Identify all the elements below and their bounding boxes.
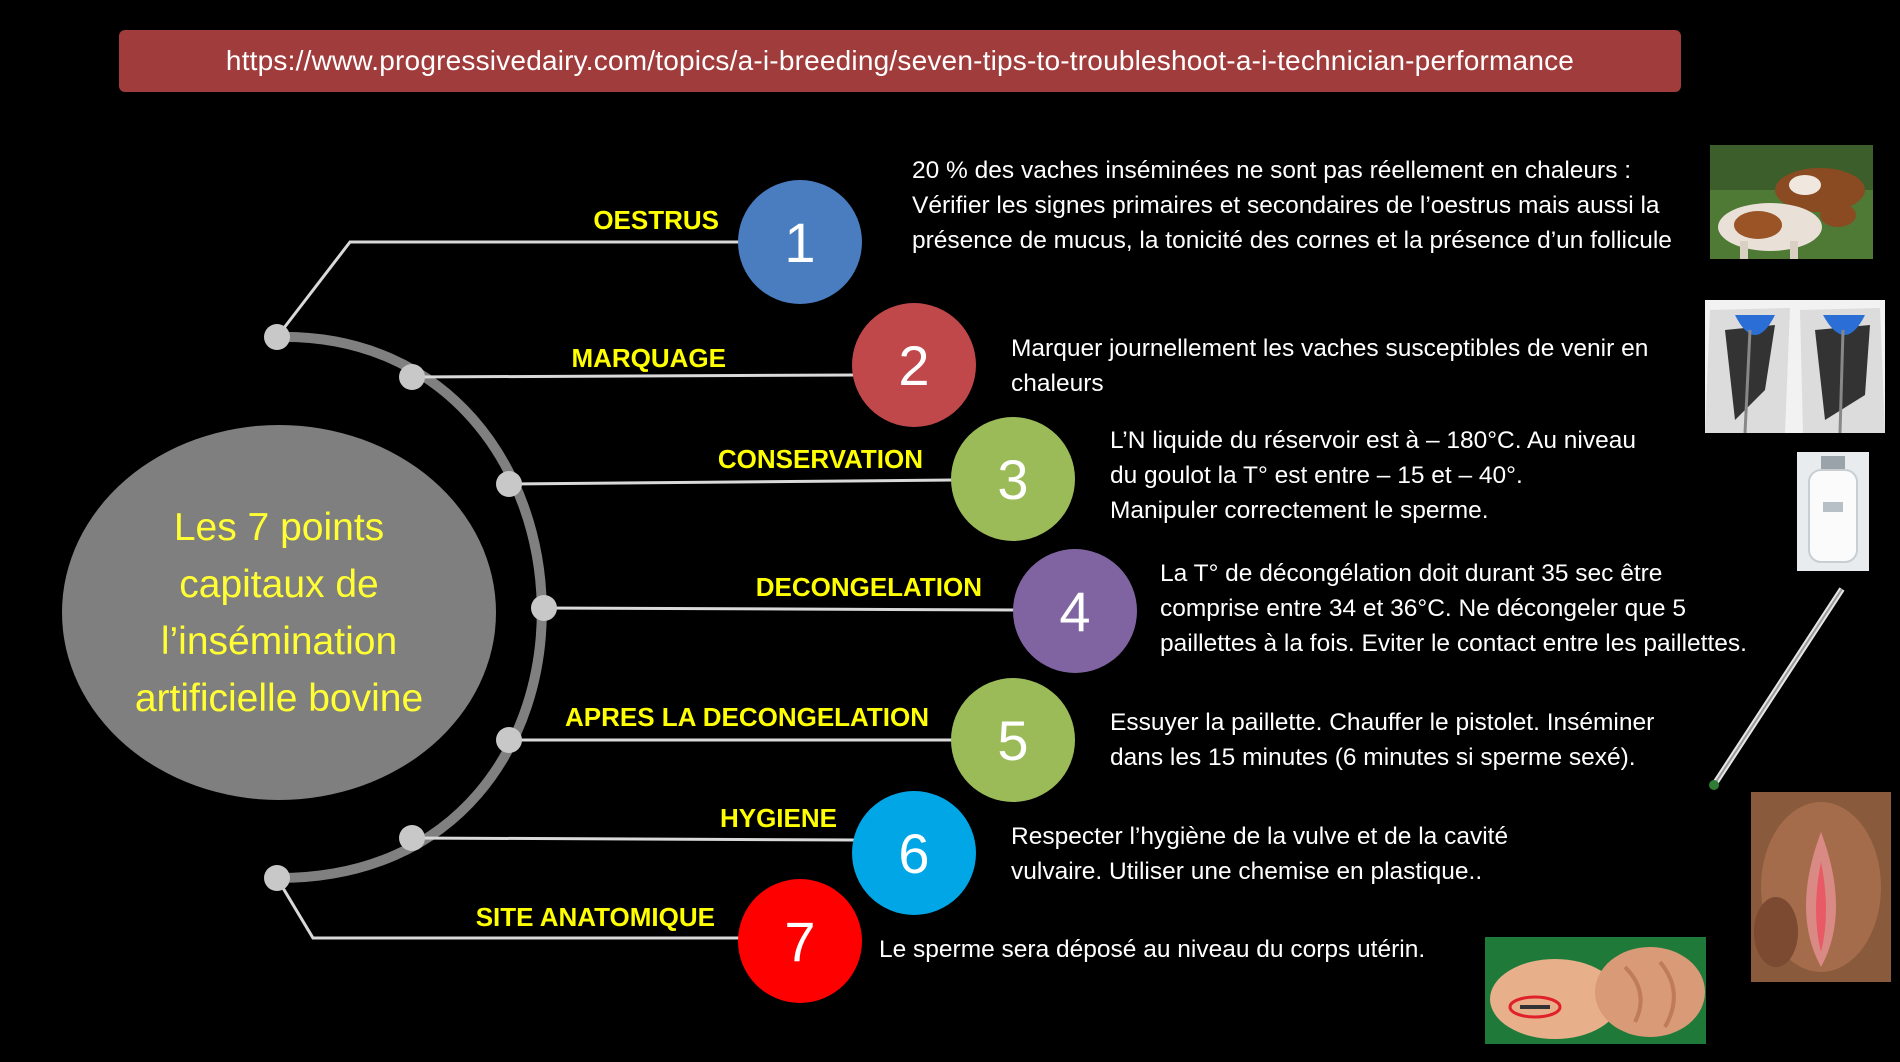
connector-line-4 (544, 608, 1015, 610)
step-circle-2 (852, 303, 976, 427)
desc-line: dans les 15 minutes (6 minutes si sperme sexé). (1110, 744, 1636, 771)
desc-line: vulvaire. Utiliser une chemise en plastique.. (1011, 858, 1483, 885)
desc-line: La T° de décongélation doit durant 35 sec être (1160, 560, 1663, 587)
dot-2 (399, 364, 425, 390)
step-number: 1 (784, 210, 816, 274)
desc-line: L’N liquide du réservoir est à – 180°C. Au niveau (1110, 427, 1636, 454)
dot-bottom (264, 865, 290, 891)
tail-chalk-photo (1705, 300, 1885, 433)
step-number: 6 (898, 821, 930, 885)
cow-mounting-photo (1710, 145, 1873, 259)
step-label-site-anatomique: SITE ANATOMIQUE (475, 902, 715, 932)
step-description-4 (1160, 556, 1747, 661)
center-title: Les 7 points capitaux de l’insémination artificielle bovine (134, 505, 424, 720)
step-description-7 (879, 932, 1425, 967)
center-circle (62, 425, 496, 800)
nitrogen-tank-photo (1797, 452, 1869, 571)
step-circle-6 (852, 791, 976, 915)
step-number: 4 (1059, 579, 1091, 643)
desc-line: Marquer journellement les vaches susceptibles de venir en (1011, 335, 1649, 362)
desc-line: Respecter l’hygiène de la vulve et de la cavité (1011, 823, 1509, 850)
connector-line-1 (277, 242, 740, 337)
step-label-oestrus: OESTRUS (593, 205, 719, 235)
step-label-marquage: MARQUAGE (571, 343, 726, 373)
step-number: 5 (997, 708, 1029, 772)
step-description-2 (1011, 331, 1648, 401)
vulva-photo (1751, 792, 1891, 982)
step-label-conservation: CONSERVATION (717, 444, 923, 474)
connector-line-2 (412, 375, 855, 377)
desc-line: paillettes à la fois. Eviter le contact entre les paillettes. (1160, 630, 1747, 657)
step-description-3 (1110, 423, 1636, 528)
step-label-apres-decongelation: APRES LA DECONGELATION (564, 702, 929, 732)
step-description-5 (1110, 705, 1654, 775)
desc-line: comprise entre 34 et 36°C. Ne décongeler que 5 (1160, 595, 1686, 622)
step-circle-4 (1013, 549, 1137, 673)
step-circle-1 (738, 180, 862, 304)
dot-6 (399, 825, 425, 851)
step-circle-3 (951, 417, 1075, 541)
desc-line: du goulot la T° est entre – 15 et – 40°. (1110, 462, 1523, 489)
step-number: 3 (997, 447, 1029, 511)
step-number: 2 (898, 333, 930, 397)
desc-line: présence de mucus, la tonicité des cornes et la présence d’un follicule (912, 227, 1672, 254)
connector-line-3 (509, 480, 953, 484)
uterus-photo (1485, 937, 1706, 1044)
dot-3 (496, 471, 522, 497)
url-banner[interactable]: https://www.progressivedairy.com/topics/a-i-breeding/seven-tips-to-troubleshoot-a-i-technician-performance (119, 30, 1681, 92)
connector-line-6 (412, 838, 855, 840)
dot-4 (531, 595, 557, 621)
step-description-6 (1011, 819, 1508, 889)
ai-gun-photo (1700, 583, 1850, 798)
step-description-1 (912, 153, 1672, 258)
step-label-hygiene: HYGIENE (719, 803, 837, 833)
desc-line: Le sperme sera déposé au niveau du corps utérin. (879, 936, 1426, 963)
dot-top (264, 324, 290, 350)
step-circle-5 (951, 678, 1075, 802)
step-number: 7 (784, 909, 816, 973)
step-circle-7 (738, 879, 862, 1003)
desc-line: Essuyer la paillette. Chauffer le pistolet. Inséminer (1110, 709, 1655, 736)
desc-line: 20 % des vaches inséminées ne sont pas réellement en chaleurs : (912, 157, 1632, 184)
step-label-decongelation: DECONGELATION (755, 572, 982, 602)
desc-line: Manipuler correctement le sperme. (1110, 497, 1489, 524)
dot-5 (496, 727, 522, 753)
desc-line: Vérifier les signes primaires et secondaires de l’oestrus mais aussi la (912, 192, 1660, 219)
desc-line: chaleurs (1011, 370, 1104, 397)
